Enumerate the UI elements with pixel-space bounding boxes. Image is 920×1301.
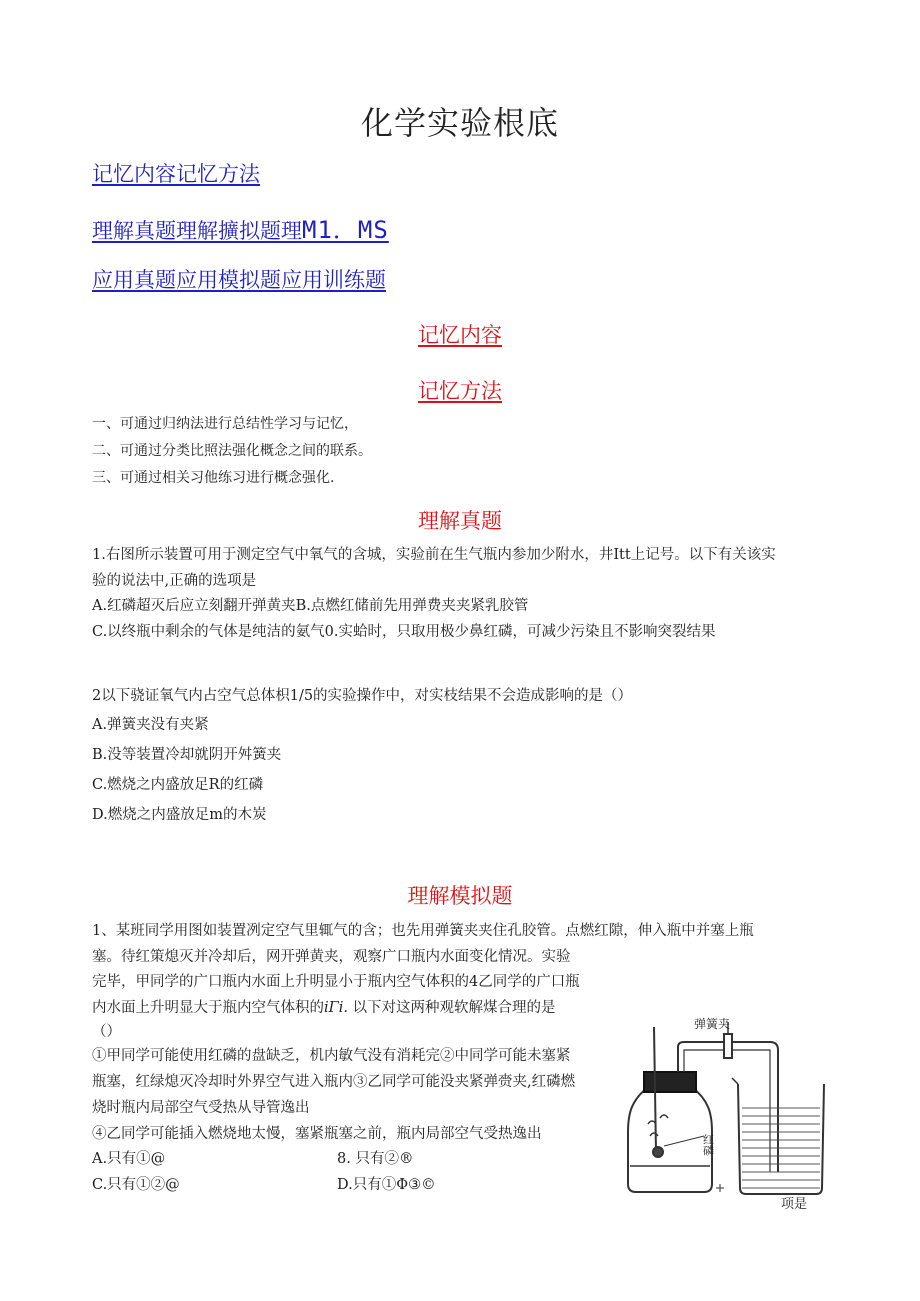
- section-memory-method[interactable]: 记忆方法: [418, 379, 502, 403]
- nav-link-apply[interactable]: 应用真题应用模拟题应用训练题: [92, 268, 386, 292]
- method-line: 一、可通过归纳法进行总结性学习与记忆，: [92, 416, 358, 432]
- nav-link-understand[interactable]: [92, 210, 389, 245]
- nav-link-understand-tail: M1．MS: [302, 216, 389, 244]
- mock-1-line: 烧时瓶内局部空气受热从导管逸出: [92, 1100, 310, 1116]
- conduit-tube: [678, 1042, 778, 1172]
- mock-1-option-d: D.只有①Φ③©: [337, 1177, 436, 1193]
- mock-1-line-text: 内水面上升明显大于瓶内空气体积的: [92, 1000, 324, 1016]
- question-2-option-c: C.燃烧之内盛放足R的红磷: [92, 777, 264, 793]
- burning-spoon: [653, 1147, 663, 1157]
- mock-1-line: [92, 996, 556, 1017]
- wide-mouth-bottle: [628, 1087, 712, 1192]
- question-2-option-d: D.燃烧之内盛放足m的木炭: [92, 807, 267, 823]
- apparatus-diagram: [620, 1012, 830, 1197]
- question-1-options-ab: A.红磷超灭后应立刻翻开弹黄夹B.点燃红储前先用弹费夹夹紧乳胶管: [92, 598, 529, 614]
- mock-1-option-c: C.只有①②@: [92, 1177, 180, 1193]
- page-title: 化学实验根底: [360, 104, 559, 142]
- mock-1-line: 瓶塞，红绿熄灭冷却时外界空气进入瓶内③乙同学可能没夹紧弹赍夹,红磷燃: [92, 1074, 576, 1090]
- figure-caption: 项是: [781, 1197, 808, 1212]
- mock-1-line: 1、某班同学用图如装置冽定空气里辄气的含；也先用弹簧夹夹住孔胶管。点燃红隙，伸入瓶中并塞上瓶: [92, 923, 754, 939]
- beaker: [738, 1084, 824, 1194]
- section-real-questions: 理解真题: [418, 509, 502, 533]
- mock-1-line: 完毕，甲同学的广口瓶内水面上升明显小于瓶内空气体积的4乙同学的广口瓶: [92, 974, 580, 990]
- stopper: [644, 1072, 696, 1092]
- question-2-option-a: A.弹簧夹没有夹紧: [92, 717, 209, 733]
- question-1-stem: 1.右图所示装置可用于测定空气中氧气的含城，实验前在生气瓶内参加少附水，井Itt上记号。以下有关该实: [92, 547, 776, 563]
- section-memory-content[interactable]: 记忆内容: [418, 323, 502, 347]
- mock-1-answer-blank: （）: [92, 1024, 121, 1040]
- section-mock-questions: 理解模拟题: [407, 884, 513, 908]
- spring-clamp-label: 弹簧夹: [694, 1017, 731, 1031]
- nav-link-memory[interactable]: 记忆内容记忆方法: [92, 162, 260, 186]
- red-phosphorus-label: 红磷: [701, 1134, 715, 1156]
- mock-1-line: 塞。待红策熄灭并冷却后，网开弹黄夹，观察广口瓶内水面变化情况。实验: [92, 949, 571, 965]
- question-1-stem-cont: 验的说法中,正确的选项是: [92, 573, 257, 589]
- mock-1-line-italic: iΓi.: [324, 1000, 348, 1016]
- mock-1-option-a: A.只有①@: [92, 1151, 166, 1167]
- question-2-option-b: B.没等装置冷却就阴开舛簧夹: [92, 747, 282, 763]
- question-1-options-cd: C.以终瓶中剩余的气体是纯洁的氨气0.实蛤时，只取用极少鼻红磷，可减少污染且不影响突裂结果: [92, 624, 716, 640]
- mock-1-option-b: 8. 只有②®: [337, 1151, 414, 1167]
- question-2-stem: 2以下骁证氧气内占空气总体枳1/5的实验操作中，对实枝结果不会造成影响的是（）: [92, 688, 633, 704]
- mock-1-line-tail: 以下对这两种观软解煤合理的是: [352, 1000, 556, 1016]
- mock-1-line: ④乙同学可能插入燃烧地太慢，塞紧瓶塞之前，瓶内局部空气受热逸出: [92, 1126, 542, 1142]
- spring-clamp: [724, 1034, 732, 1058]
- method-line: 三、可通过相关习他练习进行概念强化.: [92, 470, 335, 486]
- method-line: 二、可通过分类比照法强化概念之间的联系。: [92, 443, 372, 459]
- mock-1-line: ①甲同学可能使用红磷的盘缺乏，机内敏气没有消耗完②中同学可能未塞紧: [92, 1048, 571, 1064]
- nav-link-understand-label: 理解真题理解擴拟题理: [92, 219, 302, 243]
